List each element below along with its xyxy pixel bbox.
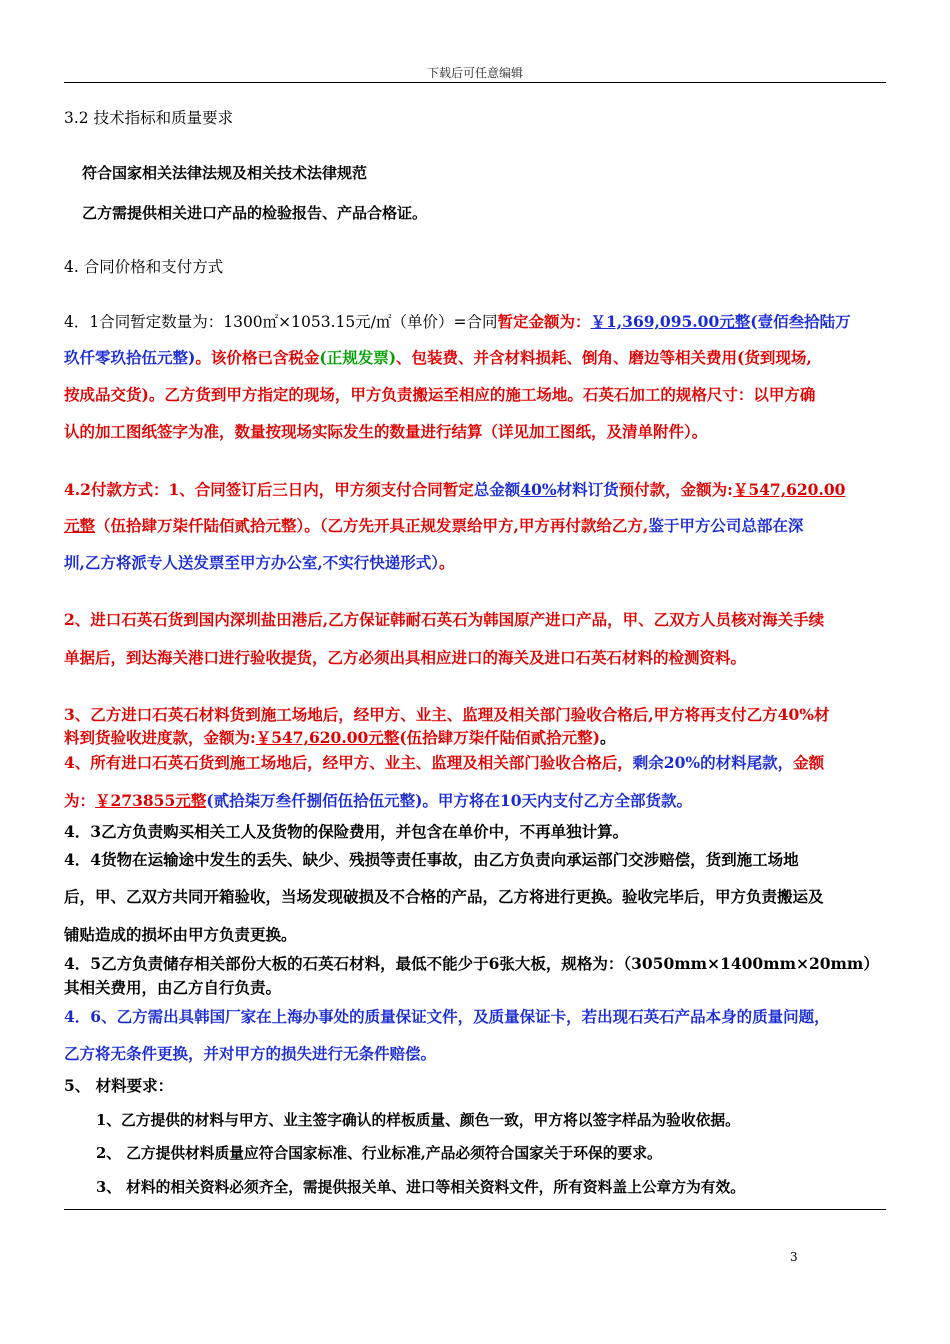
section-5-item-1: 1、乙方提供的材料与甲方、业主签字确认的样板质量、颜色一致，甲方将以签字样品为验收依据。 [96, 1112, 740, 1129]
section-4-2-line-1: 4.2付款方式：1、合同签订后三日内，甲方须支付合同暂定总金额40%材料订货预付款，金额为:￥547,620.00 [64, 480, 846, 499]
section-3-2-line-1: 符合国家相关法律法规及相关技术法律规范 [82, 164, 368, 182]
section-4-2-item-4-line-2: 为：￥273855元整(贰拾柒万叁仟捌佰伍拾伍元整)。甲方将在10天内支付乙方全部货款。 [64, 791, 692, 810]
section-4-2-item-4-line-1: 4、所有进口石英石货到施工场地后，经甲方、业主、监理及相关部门验收合格后，剩余20%的材料尾款，金额 [64, 753, 825, 772]
section-5-title: 5、 材料要求： [64, 1076, 174, 1095]
section-4-1-line-3: 按成品交货)。乙方货到甲方指定的现场，甲方负责搬运至相应的施工场地。石英石加工的规格尺寸：以甲方确 [64, 385, 816, 404]
section-3-2-title: 3.2 技术指标和质量要求 [64, 109, 234, 127]
section-4-1-line-1: 4．1合同暂定数量为：1300㎡×1053.15元/㎡（单价）=合同暂定金额为：￥1,369,095.00元整(壹佰叁拾陆万 [64, 312, 851, 331]
section-4-4-line-1: 4．4货物在运输途中发生的丢失、缺少、残损等责任事故，由乙方负责向承运部门交涉赔偿，货到施工场地 [64, 850, 799, 869]
section-4-4-line-3: 铺贴造成的损坏由甲方负责更换。 [64, 925, 297, 944]
section-4-5-line-1: 4．5乙方负责储存相关部份大板的石英石材料，最低不能少于6张大板，规格为：（3050mm×1400mm×20mm） [64, 954, 879, 973]
section-4-2-item-3-line-2: 料到货验收进度款，金额为:￥547,620.00元整(伍拾肆万柒仟陆佰贰拾元整)。 [64, 728, 616, 747]
section-4-5-line-2: 其相关费用，由乙方自行负责。 [64, 978, 282, 997]
section-4-2-item-2-line-1: 2、进口石英石货到国内深圳盐田港后,乙方保证韩耐石英石为韩国原产进口产品，甲、乙双方人员核对海关手续 [64, 610, 825, 629]
section-4-3: 4．3乙方负责购买相关工人及货物的保险费用，并包含在单价中，不再单独计算。 [64, 822, 629, 841]
section-4-2-item-2-line-2: 单据后，到达海关港口进行验收提货，乙方必须出具相应进口的海关及进口石英石材料的检测资料。 [64, 648, 747, 667]
section-4-6-line-1: 4．6、乙方需出具韩国厂家在上海办事处的质量保证文件，及质量保证卡，若出现石英石产品本身的质量问题， [64, 1007, 830, 1026]
header-rule [64, 82, 886, 83]
section-3-2-line-2: 乙方需提供相关进口产品的检验报告、产品合格证。 [82, 204, 428, 222]
section-4-6-line-2: 乙方将无条件更换，并对甲方的损失进行无条件赔偿。 [64, 1044, 437, 1063]
section-4-1-line-2: 玖仟零玖拾伍元整)。该价格已含税金(正规发票)、包装费、并含材料损耗、倒角、磨边等相关费用(货到现场, [64, 348, 812, 367]
page-number: 3 [790, 1250, 798, 1264]
page-header: 下载后可任意编辑 [426, 66, 523, 80]
section-4-2-line-2: 元整（伍拾肆万柒仟陆佰贰拾元整）。（乙方先开具正规发票给甲方,甲方再付款给乙方,鉴于甲方公司总部在深 [64, 516, 804, 535]
section-4-1-line-4: 认的加工图纸签字为准，数量按现场实际发生的数量进行结算（详见加工图纸，及清单附件）。 [64, 422, 708, 441]
section-5-item-2: 2、 乙方提供材料质量应符合国家标准、行业标准,产品必须符合国家关于环保的要求。 [96, 1145, 662, 1162]
section-4-2-item-3-line-1: 3、乙方进口石英石材料货到施工场地后，经甲方、业主、监理及相关部门验收合格后,甲方将再支付乙方40%材 [64, 705, 830, 724]
section-4-2-line-3: 圳,乙方将派专人送发票至甲方办公室,不实行快递形式）。 [64, 553, 455, 572]
section-5-item-3: 3、 材料的相关资料必须齐全，需提供报关单、进口等相关资料文件，所有资料盖上公章方为有效。 [96, 1179, 745, 1196]
section-4-4-line-2: 后，甲、乙双方共同开箱验收，当场发现破损及不合格的产品，乙方将进行更换。验收完毕后，甲方负责搬运及 [64, 887, 824, 906]
footer-rule [64, 1209, 886, 1210]
section-4-title: 4. 合同价格和支付方式 [64, 258, 224, 276]
